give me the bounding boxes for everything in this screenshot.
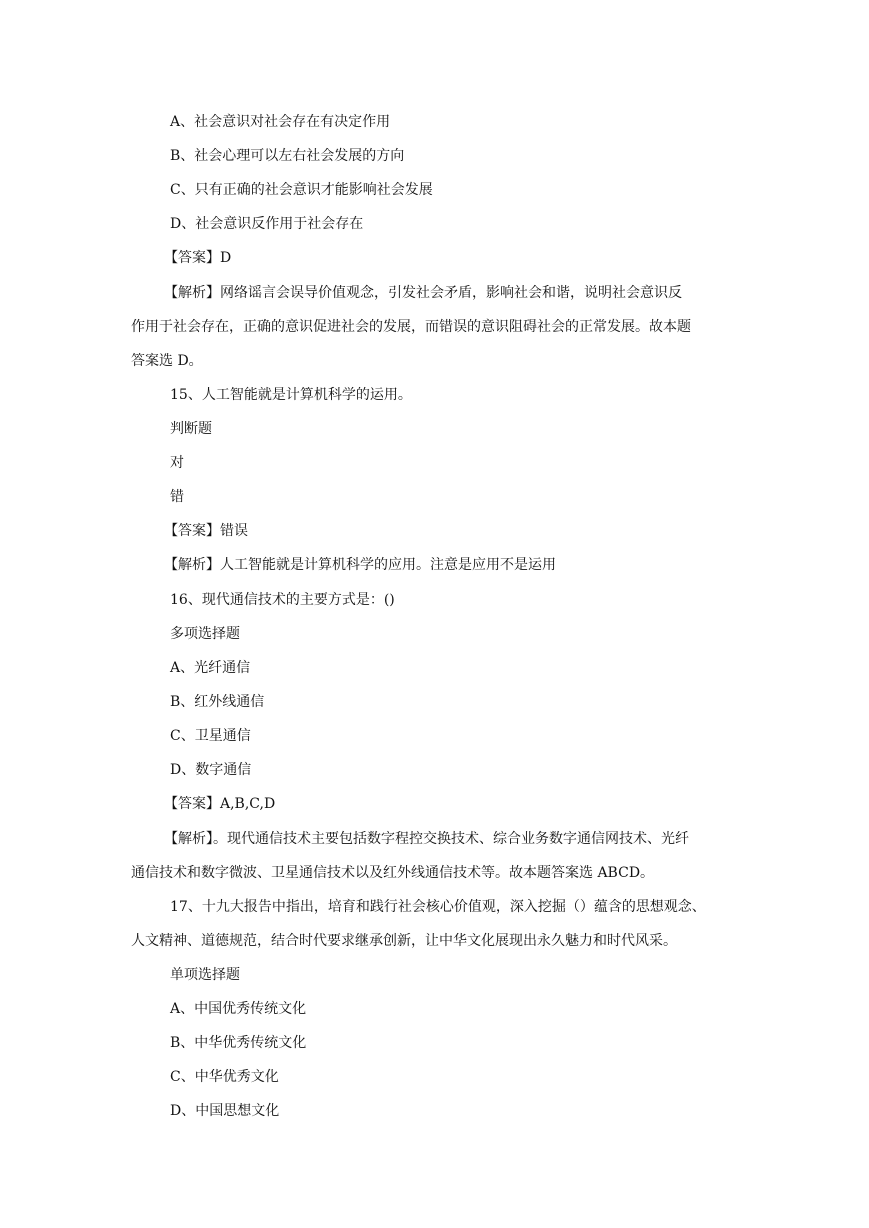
q16-option-c: C、卫星通信 [170, 728, 251, 744]
q16-analysis-line-2: 通信技术和数字微波、卫星通信技术以及红外线通信技术等。故本题答案选 ABCD。 [131, 865, 655, 881]
q15-option-false: 错 [170, 489, 184, 505]
q14-analysis-line-2: 作用于社会存在，正确的意识促进社会的发展，而错误的意识阻碍社会的正常发展。故本题 [131, 319, 691, 335]
q15-answer: 【答案】错误 [164, 523, 248, 539]
q14-option-d: D、社会意识反作用于社会存在 [170, 216, 364, 232]
q14-analysis-line-1: 【解析】网络谣言会误导价值观念，引发社会矛盾，影响社会和谐，说明社会意识反 [164, 285, 682, 301]
q17-option-c: C、中华优秀文化 [170, 1069, 279, 1085]
q14-analysis-line-3: 答案选 D。 [131, 353, 203, 369]
q15-type: 判断题 [170, 421, 212, 437]
q17-option-b: B、中华优秀传统文化 [170, 1035, 307, 1051]
q15-stem: 15、人工智能就是计算机科学的运用。 [170, 387, 412, 403]
q17-stem-line-2: 人文精神、道德规范，结合时代要求继承创新，让中华文化展现出永久魅力和时代风采。 [131, 933, 677, 949]
q16-option-d: D、数字通信 [170, 762, 252, 778]
q17-option-d: D、中国思想文化 [170, 1103, 280, 1119]
q17-option-a: A、中国优秀传统文化 [170, 1001, 307, 1017]
q14-answer: 【答案】D [164, 250, 232, 266]
q16-type: 多项选择题 [170, 626, 240, 642]
q14-option-c: C、只有正确的社会意识才能影响社会发展 [170, 182, 433, 198]
q16-option-a: A、光纤通信 [170, 660, 251, 676]
q15-option-true: 对 [170, 455, 184, 471]
q14-option-b: B、社会心理可以左右社会发展的方向 [170, 148, 405, 164]
q14-option-a: A、社会意识对社会存在有决定作用 [170, 114, 391, 130]
q16-stem: 16、现代通信技术的主要方式是：() [170, 592, 395, 608]
q17-stem-line-1: 17、十九大报告中指出，培育和践行社会核心价值观，深入挖掘（）蕴含的思想观念、 [170, 899, 706, 915]
q15-analysis: 【解析】人工智能就是计算机科学的应用。注意是应用不是运用 [164, 557, 556, 573]
q16-option-b: B、红外线通信 [170, 694, 265, 710]
q16-analysis-line-1: 【解析】。现代通信技术主要包括数字程控交换技术、综合业务数字通信网技术、光纤 [164, 831, 689, 847]
q16-answer: 【答案】A,B,C,D [164, 796, 276, 812]
q17-type: 单项选择题 [170, 967, 240, 983]
